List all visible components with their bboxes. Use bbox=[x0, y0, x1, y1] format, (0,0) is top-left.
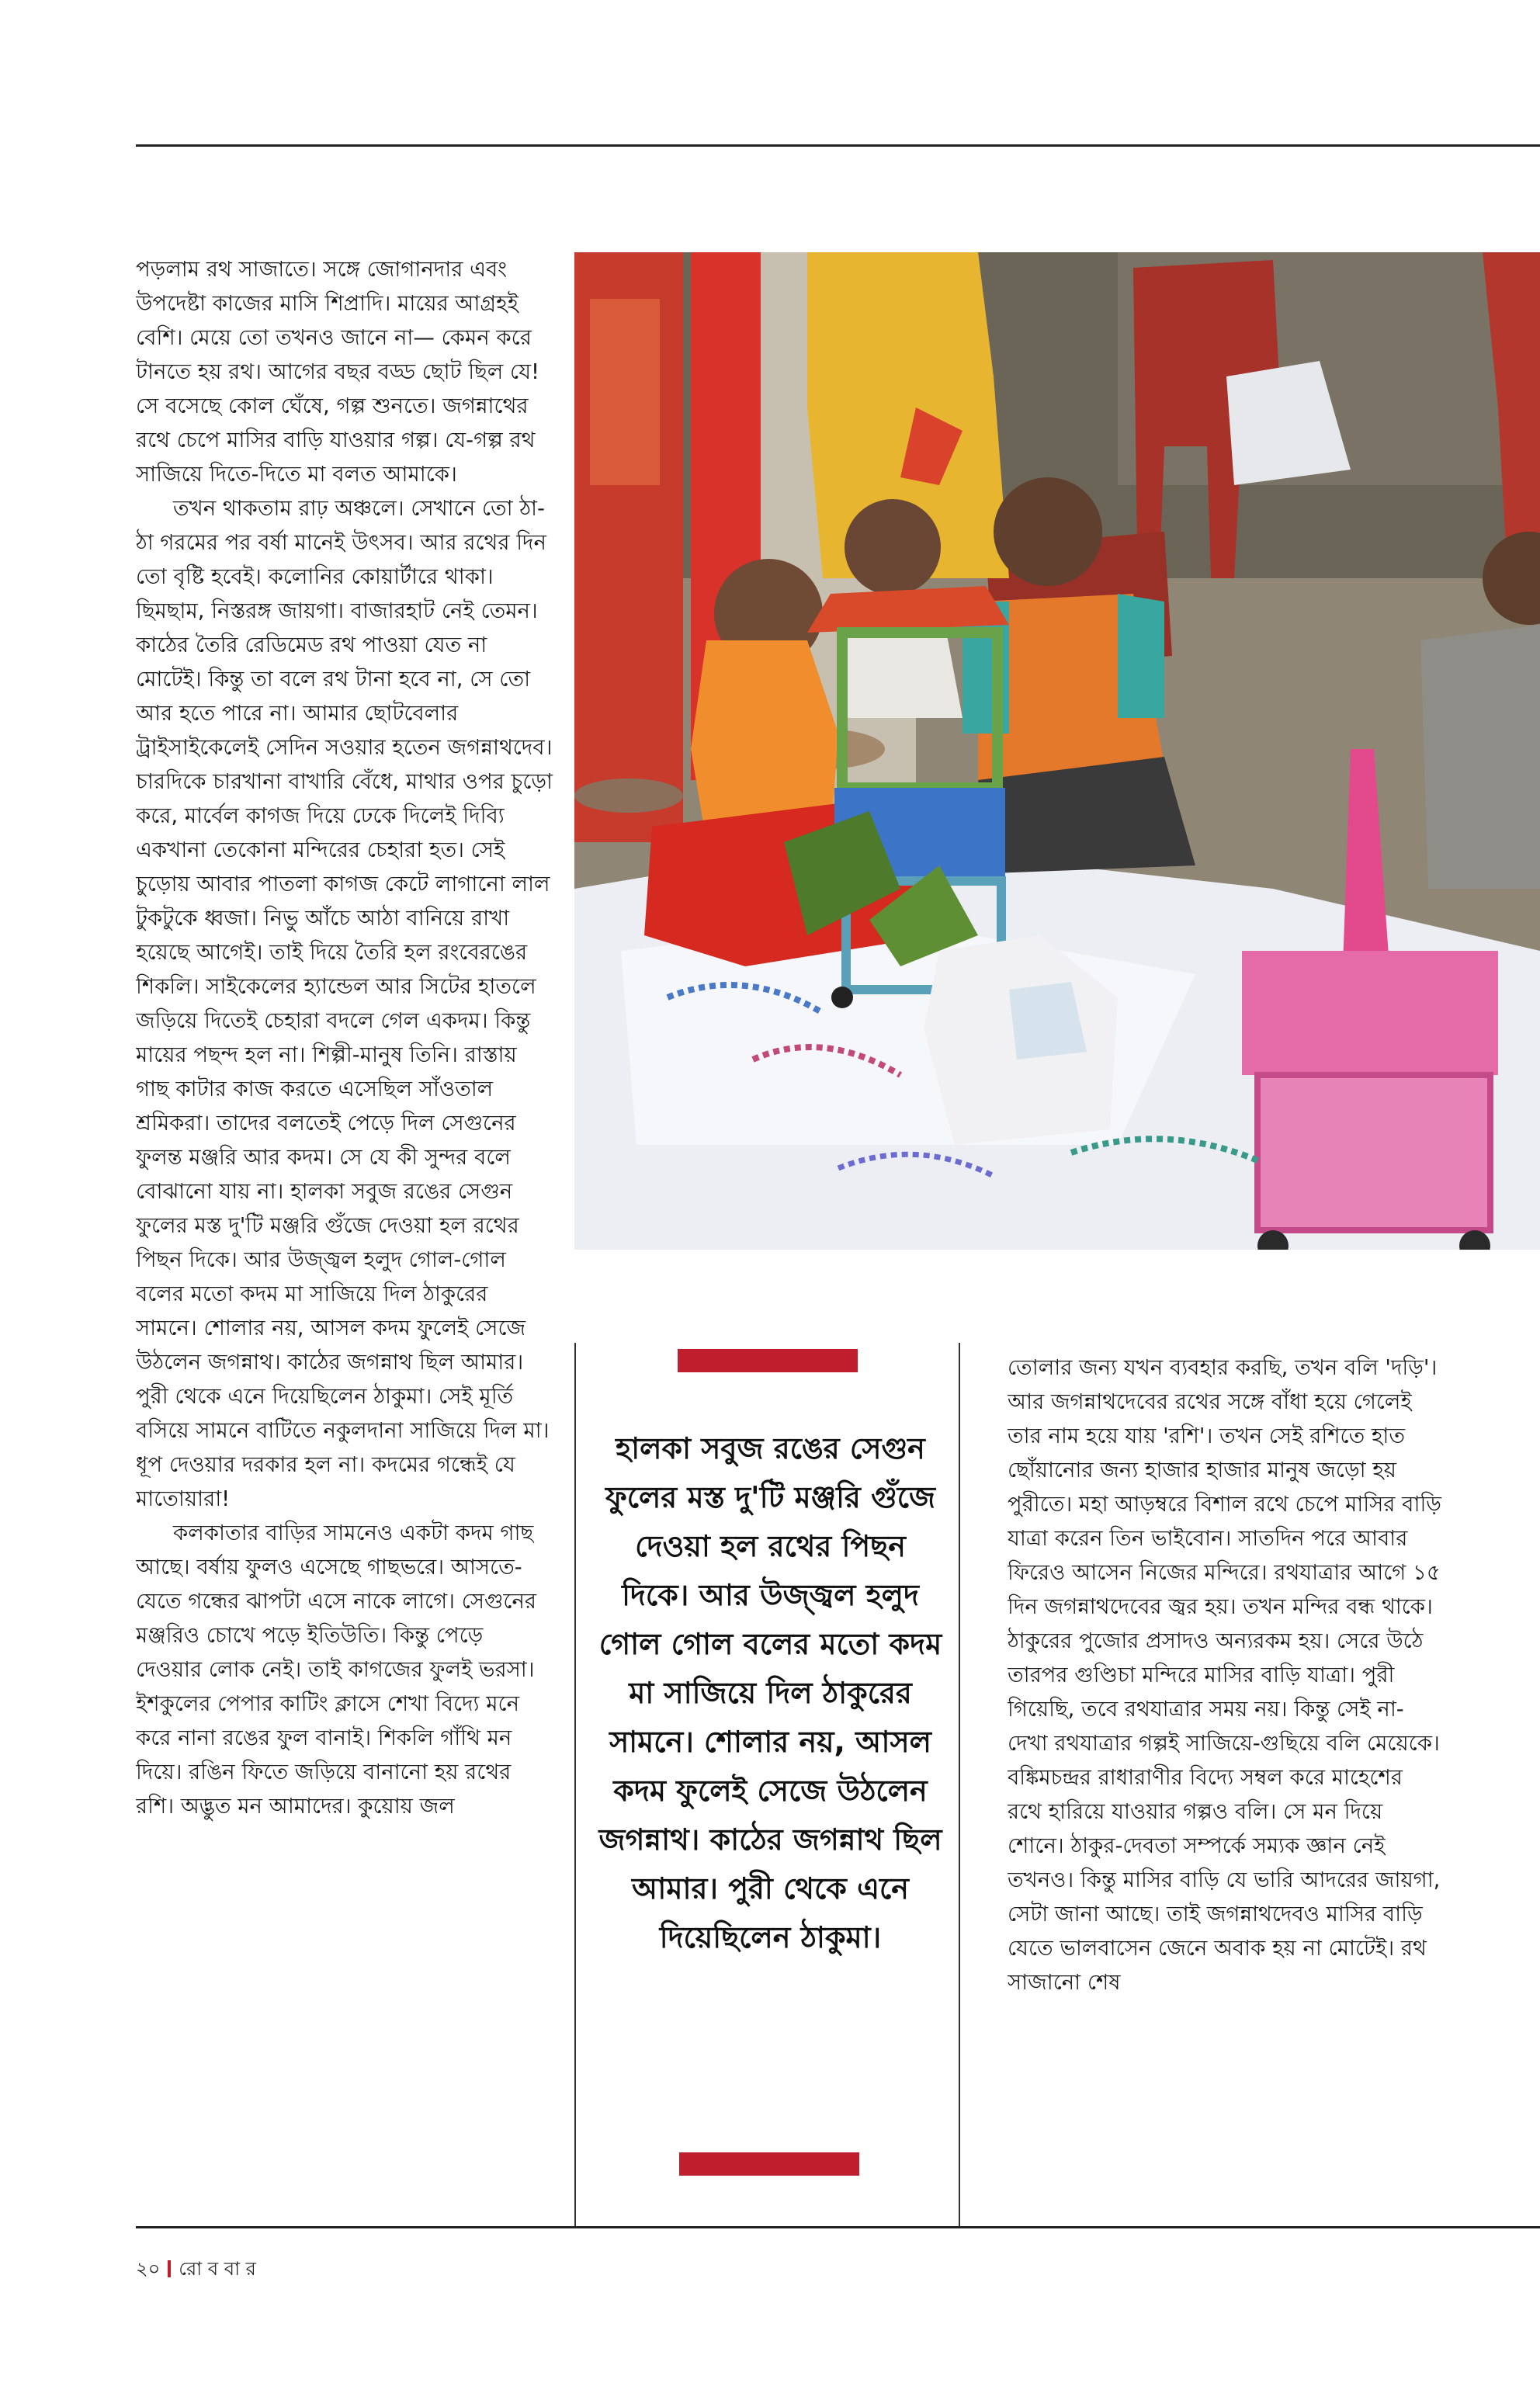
magazine-name: রো ব বা র bbox=[179, 2258, 256, 2280]
right-text-column bbox=[1008, 1351, 1442, 2212]
pullquote-bar-top bbox=[678, 1349, 858, 1372]
page-footer bbox=[136, 2255, 256, 2286]
column-divider-left bbox=[574, 1343, 576, 2226]
top-rule bbox=[136, 144, 1540, 147]
paragraph-3: কলকাতার বাড়ির সামনেও একটা কদম গাছ আছে। বর্ষায় ফুলও এসেছে গাছভরে। আসতে-যেতে গন্ধের ঝাপটা এসে নাকে লাগে। সেগুনের মঞ্জরিও চোখে পড়ে ইতিউতি। কিন্তু পেড়ে দেওয়ার লোক নেই। তাই কাগজের ফুলই ভরসা। ইশকুলের পেপার কাটিং ক্লাসে শেখা বিদ্যে মনে করে নানা রঙের ফুল বানাই। শিকলি গাঁথি মন দিয়ে। রঙিন ফিতে জড়িয়ে বানানো হয় রথের রশি। অদ্ভুত মন আমাদের। কুয়োয় জল bbox=[136, 1521, 537, 1819]
footer-separator bbox=[168, 2260, 171, 2277]
pull-quote: হালকা সবুজ রঙের সেগুন ফুলের মস্ত দু'টি মঞ্জরি গুঁজে দেওয়া হল রথের পিছন দিকে। আর উজ্জ্বল হলুদ গোল গোল বলের মতো কদম মা সাজিয়ে দিল ঠাকুরের সামনে। শোলার নয়, আসল কদম ফুলেই সেজে উঠলেন জগন্নাথ। কাঠের জগন্নাথ ছিল আমার। পুরী থেকে এনে দিয়েছিলেন ঠাকুমা। bbox=[598, 1431, 942, 1954]
left-text-column bbox=[136, 252, 555, 2224]
children-chariot-photo bbox=[574, 252, 1540, 1250]
paragraph-2: তখন থাকতাম রাঢ় অঞ্চলে। সেখানে তো ঠা-ঠা গরমের পর বর্ষা মানেই উৎসব। আর রথের দিন তো বৃষ্টি হবেই। কলোনির কোয়ার্টারে থাকা। ছিমছাম, নিস্তরঙ্গ জায়গা। বাজারহাট নেই তেমন। কাঠের তৈরি রেডিমেড রথ পাওয়া যেত না মোটেই। কিন্তু তা বলে রথ টানা হবে না, সে তো আর হতে পারে না। আমার ছোটবেলার ট্রাইসাইকেলেই সেদিন সওয়ার হতেন জগন্নাথদেব। চারদিকে চারখানা বাখারি বেঁধে, মাথার ওপর চুড়ো করে, মার্বেল কাগজ দিয়ে ঢেকে দিলেই দিব্যি একখানা তেকোনা মন্দিরের চেহারা হত। সেই চুড়োয় আবার পাতলা কাগজ কেটে লাগানো লাল টুকটুকে ধ্বজা। নিভু আঁচে আঠা বানিয়ে রাখা হয়েছে আগেই। তাই দিয়ে তৈরি হল রংবেরঙের শিকলি। সাইকেলের হ্যান্ডেল আর সিটের হাতলে জড়িয়ে দিতেই চেহারা বদলে গেল একদম। কিন্তু মায়ের পছন্দ হল না। শিল্পী-মানুষ তিনি। রাস্তায় গাছ কাটার কাজ করতে এসেছিল সাঁওতাল শ্রমিকরা। তাদের বলতেই পেড়ে দিল সেগুনের ফুলন্ত মঞ্জরি আর কদম। সে যে কী সুন্দর বলে বোঝানো যায় না। হালকা সবুজ রঙের সেগুন ফুলের মস্ত দু'টি মঞ্জরি গুঁজে দেওয়া হল রথের পিছন দিকে। আর উজ্জ্বল হলুদ গোল-গোল বলের মতো কদম মা সাজিয়ে দিল ঠাকুরের সামনে। শোলার নয়, আসল কদম ফুলেই সেজে উঠলেন জগন্নাথ। কাঠের জগন্নাথ ছিল আমার। পুরী থেকে এনে দিয়েছিলেন ঠাকুমা। সেই মূর্তি বসিয়ে সামনে বাটিতে নকুলদানা সাজিয়ে দিল মা। ধূপ দেওয়ার দরকার হল না। কদমের গন্ধেই যে মাতোয়ারা! bbox=[136, 496, 553, 1511]
bottom-rule bbox=[136, 2226, 1540, 2228]
right-paragraph: তোলার জন্য যখন ব্যবহার করছি, তখন বলি 'দড়ি'। আর জগন্নাথদেবের রথের সঙ্গে বাঁধা হয়ে গেলেই তার নাম হয়ে যায় 'রশি'। তখন সেই রশিতে হাত ছোঁয়ানোর জন্য হাজার হাজার মানুষ জড়ো হয় পুরীতে। মহা আড়ম্বরে বিশাল রথে চেপে মাসির বাড়ি যাত্রা করেন তিন ভাইবোন। সাতদিন পরে আবার ফিরেও আসেন নিজের মন্দিরে। রথযাত্রার আগে ১৫ দিন জগন্নাথদেবের জ্বর হয়। তখন মন্দির বন্ধ থাকে। ঠাকুরের পুজোর প্রসাদও অন্যরকম হয়। সেরে উঠে তারপর গুণ্ডিচা মন্দিরে মাসির বাড়ি যাত্রা। পুরী গিয়েছি, তবে রথযাত্রার সময় নয়। কিন্তু সেই না-দেখা রথযাত্রার গল্পই সাজিয়ে-গুছিয়ে বলি মেয়েকে। বঙ্কিমচন্দ্রর রাধারাণীর বিদ্যে সম্বল করে মাহেশের রথে হারিয়ে যাওয়ার গল্পও বলি। সে মন দিয়ে শোনে। ঠাকুর-দেবতা সম্পর্কে সম্যক জ্ঞান নেই তখনও। কিন্তু মাসির বাড়ি যে ভারি আদরের জায়গা, সেটা জানা আছে। তাই জগন্নাথদেবও মাসির বাড়ি যেতে ভালবাসেন জেনে অবাক হয় না মোটেই। রথ সাজানো শেষ bbox=[1008, 1355, 1441, 1995]
paragraph-1: পড়লাম রথ সাজাতে। সঙ্গে জোগানদার এবং উপদেষ্টা কাজের মাসি শিপ্রাদি। মায়ের আগ্রহই বেশি। মেয়ে তো তখনও জানে না— কেমন করে টানতে হয় রথ। আগের বছর বড্ড ছোট ছিল যে! সে বসেছে কোল ঘেঁষে, গল্প শুনতে। জগন্নাথের রথে চেপে মাসির বাড়ি যাওয়ার গল্প। যে-গল্প রথ সাজিয়ে দিতে-দিতে মা বলত আমাকে। bbox=[136, 257, 540, 487]
pullquote-bar-bottom bbox=[679, 2152, 859, 2176]
column-divider-right bbox=[959, 1343, 960, 2226]
page-number: ২০ bbox=[136, 2258, 161, 2280]
